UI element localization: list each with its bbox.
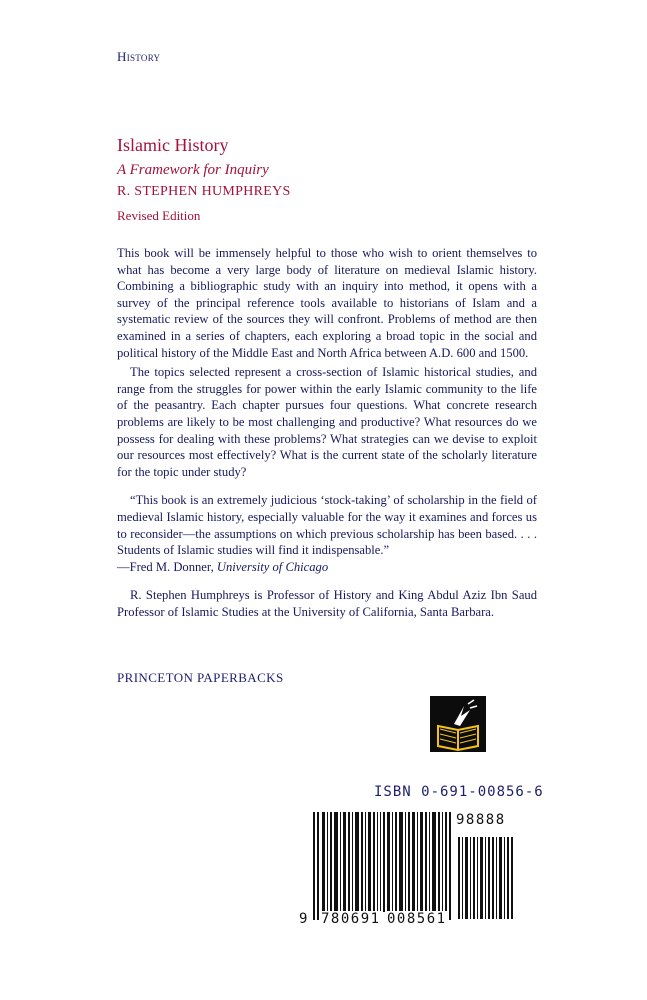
title-block: [117, 135, 537, 224]
addon-barcode-bars: [458, 837, 514, 919]
category-label: History: [117, 49, 161, 64]
ean-13-barcode-bars: [313, 812, 455, 920]
description-paragraph-1: This book will be immensely helpful to those who wish to orient themselves to what has become a very large body of literature on medieval Islamic history. Combining a bibliographic study with an inquiry into method, it opens with a survey of the principal reference tools available to historians of Islam and a systematic review of the sources they will confront. Problems of method are then examined in a series of chapters, each exploring a broad topic in the social and political history of the Middle East and North Africa between A.D. 600 and 1500.: [117, 246, 537, 360]
barcode-lead-digit: 9: [299, 911, 308, 927]
open-book-icon: [430, 696, 486, 752]
publisher-series: PRINCETON PAPERBACKS: [117, 670, 284, 685]
barcode-right-digits: 008561: [387, 911, 447, 927]
review-quote: “This book is an extremely judicious ‘stock-taking’ of scholarship in the field of medieval Islamic history, especially valuable for the way it examines and forces us to reconsider—the assumptions on which previous scholarship has been based. . . . Students of Islamic studies will find it indispensable.”: [117, 493, 537, 558]
reviewer-affiliation: University of Chicago: [216, 559, 329, 574]
book-edition: Revised Edition: [117, 208, 201, 223]
barcode: [298, 812, 558, 932]
isbn-label: ISBN 0-691-00856-6: [374, 784, 544, 800]
reviewer-name: —Fred M. Donner,: [117, 559, 217, 574]
princeton-book-logo: [430, 696, 486, 752]
barcode-left-digits: 780691: [321, 911, 381, 927]
blurb: [117, 245, 537, 620]
addon-digits: 98888: [456, 812, 506, 828]
book-subtitle: A Framework for Inquiry: [117, 162, 269, 178]
book-author: R. STEPHEN HUMPHREYS: [117, 184, 291, 199]
review-signature: [117, 559, 537, 576]
author-bio: R. Stephen Humphreys is Professor of History and King Abdul Aziz Ibn Saud Professor of Islamic Studies at the University of California, Santa Barbara.: [117, 588, 537, 619]
book-title: Islamic History: [117, 135, 229, 155]
description-paragraph-2: The topics selected represent a cross-section of Islamic historical studies, and range from the struggles for power within the early Islamic community to the life of the peasantry. Each chapter pursues four questions. What concrete research problems are likely to be most challenging and productive? What resources do we possess for dealing with these problems? What strategies can we devise to exploit our resources most effectively? What is the current state of the scholarly literature for the topic under study?: [117, 365, 537, 479]
